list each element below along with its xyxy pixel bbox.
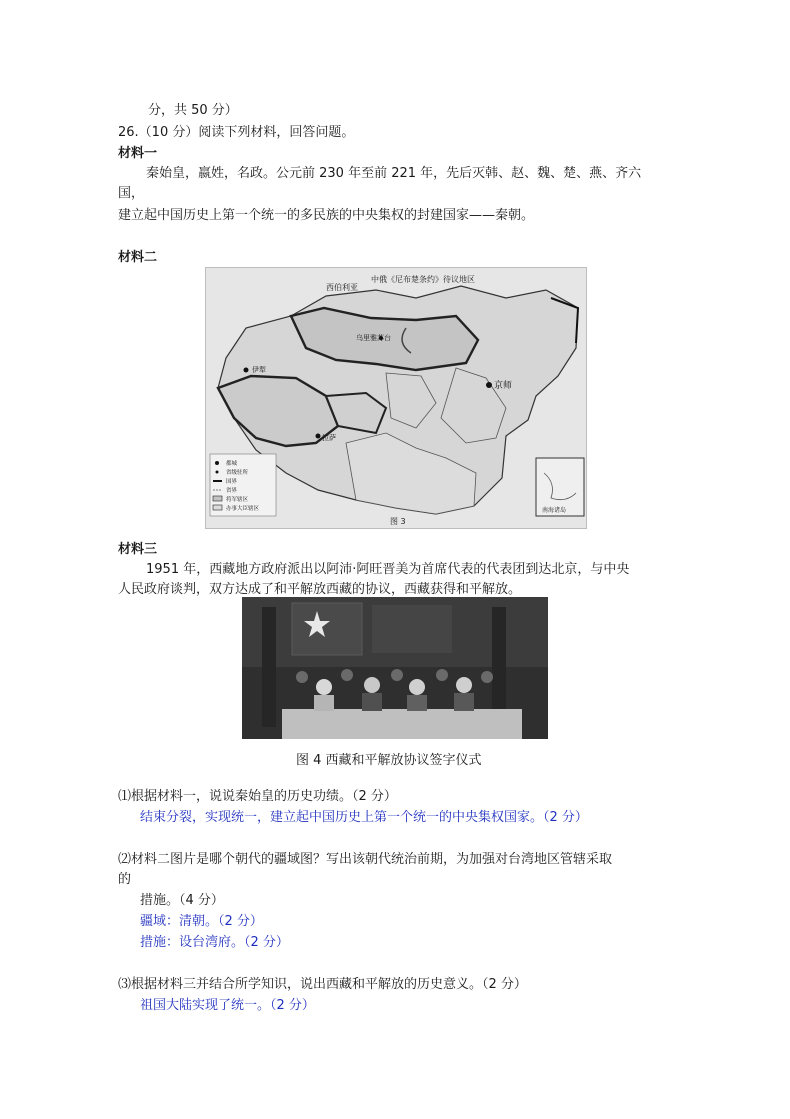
q3-answer: 祖国大陆实现了统一。（2 分）: [140, 998, 315, 1013]
q1-question: ⑴根据材料一，说说秦始皇的历史功绩。（2 分）: [118, 789, 397, 804]
q2-answer1: 疆域：清朝。（2 分）: [140, 914, 263, 929]
material1-line1: 秦始皇，嬴姓，名政。公元前 230 年至前 221 年，先后灭韩、赵、魏、楚、燕、齐六: [146, 166, 642, 181]
q2-question-cont: 的: [118, 872, 132, 887]
map-label-siberia: 西伯利亚: [326, 283, 358, 292]
q2-question: ⑵材料二图片是哪个朝代的疆域图？写出该朝代统治前期，为加强对台湾地区管辖采取: [118, 852, 613, 867]
map-label-yili: 伊犁: [252, 366, 266, 374]
qing-territory-map: [205, 267, 587, 529]
q1-answer: 结束分裂，实现统一，建立起中国历史上第一个统一的中央集权国家。（2 分）: [140, 810, 588, 825]
material3-line1: 1951 年，西藏地方政府派出以阿沛·阿旺晋美为首席代表的代表团到达北京，与中央: [146, 562, 630, 577]
photo-drawing: [242, 597, 548, 739]
map-label-capital: 京师: [494, 381, 513, 391]
material1-line3: 建立起中国历史上第一个统一的多民族的中央集权的封建国家——秦朝。: [118, 208, 535, 223]
map-drawing: [206, 268, 586, 528]
legend-minister-area: 办事大臣辖区: [226, 506, 260, 512]
material3-line2: 人民政府谈判，双方达成了和平解放西藏的协议，西藏获得和平解放。: [118, 582, 522, 597]
signing-ceremony-photo: [242, 597, 548, 739]
map-caption: 图 3: [390, 517, 406, 526]
header-line: 分，共 50 分）: [148, 103, 238, 118]
question-number-line: 26.（10 分）阅读下列材料，回答问题。: [118, 125, 355, 140]
map-label-south-sea: 南海诸岛: [542, 507, 567, 514]
material1-title: 材料一: [118, 146, 158, 161]
q2-answer2: 措施：设台湾府。（2 分）: [140, 935, 289, 950]
q3-question: ⑶根据材料三并结合所学知识，说出西藏和平解放的历史意义。（2 分）: [118, 977, 527, 992]
legend-provincial-seat: 省级驻所: [226, 470, 249, 476]
map-label-uliastai: 乌里雅苏台: [356, 334, 391, 342]
legend-national-border: 国界: [226, 479, 238, 485]
material1-line2: 国，: [118, 186, 145, 201]
map-top-label: 中俄《尼布楚条约》待议地区: [371, 275, 475, 284]
legend-capital: 都城: [226, 461, 238, 467]
photo-caption: 图 4 西藏和平解放协议签字仪式: [296, 753, 482, 768]
q2-question-cont2: 措施。（4 分）: [140, 893, 224, 908]
legend-province-border: 省界: [226, 488, 238, 494]
material2-title: 材料二: [118, 250, 158, 265]
map-label-lhasa: 拉萨: [322, 434, 336, 442]
material3-title: 材料三: [118, 542, 158, 557]
legend-general-area: 将军辖区: [226, 497, 249, 503]
